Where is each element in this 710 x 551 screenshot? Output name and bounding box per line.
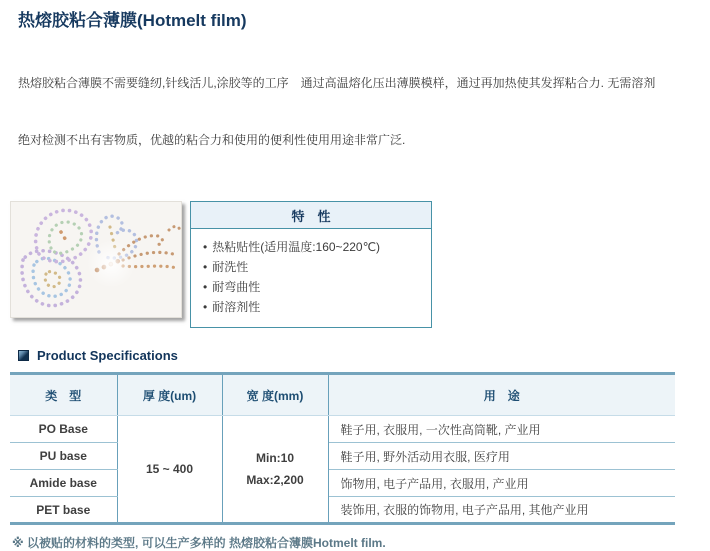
feature-box [190, 201, 432, 328]
cell-use: 装饰用, 衣服的饰物用, 电子产品用, 其他产业用 [328, 497, 675, 524]
section-bullet-icon [18, 350, 29, 361]
spec-header-row [10, 374, 675, 416]
product-spec-table [10, 372, 675, 525]
width-max: Max:2,200 [246, 473, 304, 487]
col-header-type: 类 型 [10, 374, 117, 416]
cell-type: PU base [10, 443, 117, 470]
table-row [10, 470, 675, 497]
col-header-use: 用 途 [328, 374, 675, 416]
feature-list [191, 229, 431, 327]
table-row [10, 497, 675, 524]
table-row [10, 443, 675, 470]
butterfly-illustration [11, 202, 181, 317]
feature-item: • 热粘贴性(适用温度:160~220℃) [203, 237, 419, 257]
section-header [18, 348, 702, 363]
section-title: Product Specifications [37, 348, 178, 363]
page-title: 热熔胶粘合薄膜(Hotmelt film) [18, 11, 247, 30]
cell-width-merged [222, 416, 328, 524]
description-line-2: 绝对检测不出有害物质，优越的粘合力和使用的便利性使用用途非常广泛. [18, 133, 406, 147]
feature-item: • 耐洗性 [203, 257, 419, 277]
description-line-1: 热熔胶粘合薄膜不需要缝纫,针线活儿,涂胶等的工序 通过高温熔化压出薄膜模样，通过再加热使其发挥粘合力. 无需溶剂 [18, 76, 656, 90]
footnote: ※ 以被贴的材料的类型, 可以生产多样的 热熔胶粘合薄膜Hotmelt film. [12, 536, 386, 550]
cell-type: PO Base [10, 416, 117, 443]
feature-box-header: 特 性 [191, 202, 431, 229]
col-header-thickness: 厚 度(um) [117, 374, 222, 416]
rhinestone-butterfly-photo [10, 201, 182, 318]
cell-use: 鞋子用, 衣服用, 一次性高筒靴, 产业用 [328, 416, 675, 443]
feature-item: • 耐溶剂性 [203, 297, 419, 317]
cell-type: PET base [10, 497, 117, 524]
cell-use: 饰物用, 电子产品用, 衣服用, 产业用 [328, 470, 675, 497]
col-header-width: 宽 度(mm) [222, 374, 328, 416]
table-row [10, 416, 675, 443]
feature-item: • 耐弯曲性 [203, 277, 419, 297]
media-row [10, 201, 702, 328]
cell-thickness-merged: 15 ~ 400 [117, 416, 222, 524]
cell-type: Amide base [10, 470, 117, 497]
cell-use: 鞋子用, 野外活动用衣服, 医疗用 [328, 443, 675, 470]
width-min: Min:10 [255, 451, 294, 465]
product-description [18, 36, 710, 188]
